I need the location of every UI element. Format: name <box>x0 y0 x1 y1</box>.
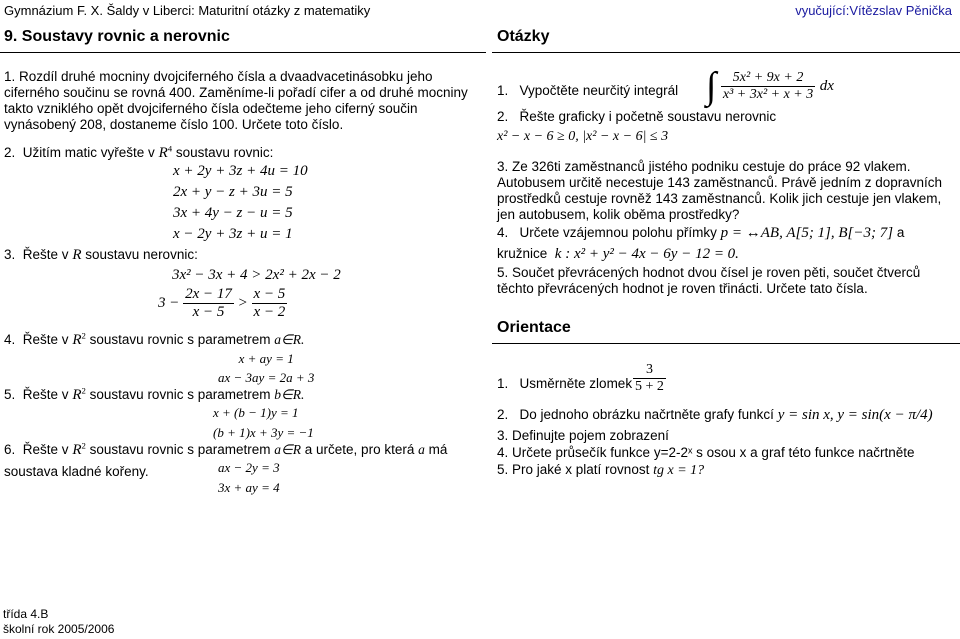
fraction: $\frac{3}{5 + 2}$ <box>635 362 664 394</box>
equation-row: 2x + y − z + 3u = 5 <box>173 184 293 200</box>
right-question-5: 5. Součet převrácených hodnot dvou čísel je roven pěti, součet čtverců těchto převrácených hodnot je roven třinácti. Určete tato čísla. <box>497 265 921 296</box>
questions-title: Otázky <box>497 28 550 45</box>
equation-row: ax − 2y = 3 <box>218 460 280 475</box>
equation-row: x + 2y + 3z + 4u = 10 <box>173 163 308 179</box>
left-question-3-ineq-2: 3 − $\frac{2x - 17}{x - 5}$ > $\frac{x - 5}{x - 2}$ <box>158 286 286 320</box>
fraction: $\frac{2x - 17}{x - 5}$ <box>185 286 232 320</box>
left-question-6-system <box>218 458 280 498</box>
equation-row: x + ay = 1 <box>238 351 294 366</box>
left-question-4-system <box>218 349 314 387</box>
orientace-item-2: 2. Do jednoho obrázku načrtněte grafy funkcí y = sin x, y = sin(x − π/4) <box>497 407 933 423</box>
orientace-item-1: 1. Usměrněte zlomek <box>497 376 633 391</box>
left-question-4-header: 4. Řešte v $R^2$ soustavu rovnic s parametrem a∈R. <box>4 330 305 348</box>
right-question-2: 2. Řešte graficky i početně soustavu nerovnic <box>497 109 777 124</box>
left-question-6-line-2: soustava kladné kořeny. <box>4 464 149 479</box>
equation-row: 3x + ay = 4 <box>218 480 280 495</box>
left-question-2-header: 2. Užitím matic vyřešte v $R^4$ soustavu rovnic: <box>4 143 274 161</box>
footer-year: školní rok 2005/2006 <box>3 622 115 636</box>
right-question-3: 3. Ze 326ti zaměstnanců jistého podniku cestuje do práce 92 vlakem. Autobusem určitě necestuje 143 zaměstnanců. Právě jedním z dopravních prostředků cestuje rovněž 143 zaměstnanců. Kolik jich cestuje jen vlakem, jen autobusem, kolik oběma prostředky? <box>497 159 942 222</box>
right-question-4-line-2: kružnice k : x² + y² − 4x − 6y − 12 = 0. <box>497 246 739 262</box>
left-question-3-ineq-1: 3x² − 3x + 4 > 2x² + 2x − 2 <box>172 267 341 283</box>
equation-row: 3x + 4y − z − u = 5 <box>173 205 293 221</box>
orientace-divider <box>492 343 960 344</box>
orientace-title: Orientace <box>497 319 571 336</box>
orientace-item-5: 5. Pro jaké x platí rovnost tg x = 1? <box>497 462 705 478</box>
integral-expression: ∫ $\frac{\text{5x² + 9x + 2}}{\text{x³ + 3x² + x + 3}}$ dx <box>706 65 834 107</box>
fraction: $\frac{x - 5}{x - 2}$ <box>253 286 286 320</box>
left-question-2-system <box>173 161 308 245</box>
fraction: $\frac{\text{5x² + 9x + 2}}{\text{x³ + 3x² + x + 3}}$ <box>722 69 814 102</box>
right-divider <box>492 52 960 53</box>
equation-row: x + (b − 1)y = 1 <box>213 405 299 420</box>
footer-class: třída 4.B <box>3 607 49 621</box>
left-divider <box>0 52 486 53</box>
left-question-3-header: 3. Řešte v R soustavu nerovnic: <box>4 247 198 263</box>
left-question-5-header: 5. Řešte v $R^2$ soustavu rovnic s parametrem b∈R. <box>4 385 305 403</box>
header-teacher: vyučující:Vítězslav Pěnička <box>795 3 952 18</box>
header-school: Gymnázium F. X. Šaldy v Liberci: Maturitní otázky z matematiky <box>4 3 371 18</box>
right-question-1: 1. Vypočtěte neurčitý integrál <box>497 83 679 98</box>
orientace-item-3: 3. Definujte pojem zobrazení <box>497 428 669 443</box>
left-question-5-system <box>213 403 314 443</box>
topic-title: 9. Soustavy rovnic a nerovnic <box>4 28 230 45</box>
right-question-2-system: x² − x − 6 ≥ 0, |x² − x − 6| ≤ 3 <box>497 129 669 144</box>
left-question-6-header: 6. Řešte v $R^2$ soustavu rovnic s parametrem a∈R a určete, pro která a má <box>4 440 448 458</box>
integral-sign-icon: ∫ <box>706 65 717 107</box>
equation-row: (b + 1)x + 3y = −1 <box>213 425 314 440</box>
equation-row: x − 2y + 3z + u = 1 <box>173 226 293 242</box>
right-question-4: 4. Určete vzájemnou polohu přímky p = ↔AB, A[5; 1], B[−3; 7] a <box>497 225 905 241</box>
equation-row: ax − 3ay = 2a + 3 <box>218 370 315 385</box>
orientace-item-4: 4. Určete průsečík funkce y=2-2ˣ s osou x a graf této funkce načrtněte <box>497 445 915 460</box>
orientace-item-1-fraction <box>633 362 666 395</box>
left-question-1: 1. Rozdíl druhé mocniny dvojciferného čísla a dvaadvacetinásobku jeho ciferného součinu se rovná 400. Zaměníme-li pořadí cifer a od druhé mocniny takto vzniklého opět dvojciferného čísla odečteme jeho ciferný součin vynásobený 208, dostaneme číslo 100. Určete toto číslo. <box>4 69 468 132</box>
